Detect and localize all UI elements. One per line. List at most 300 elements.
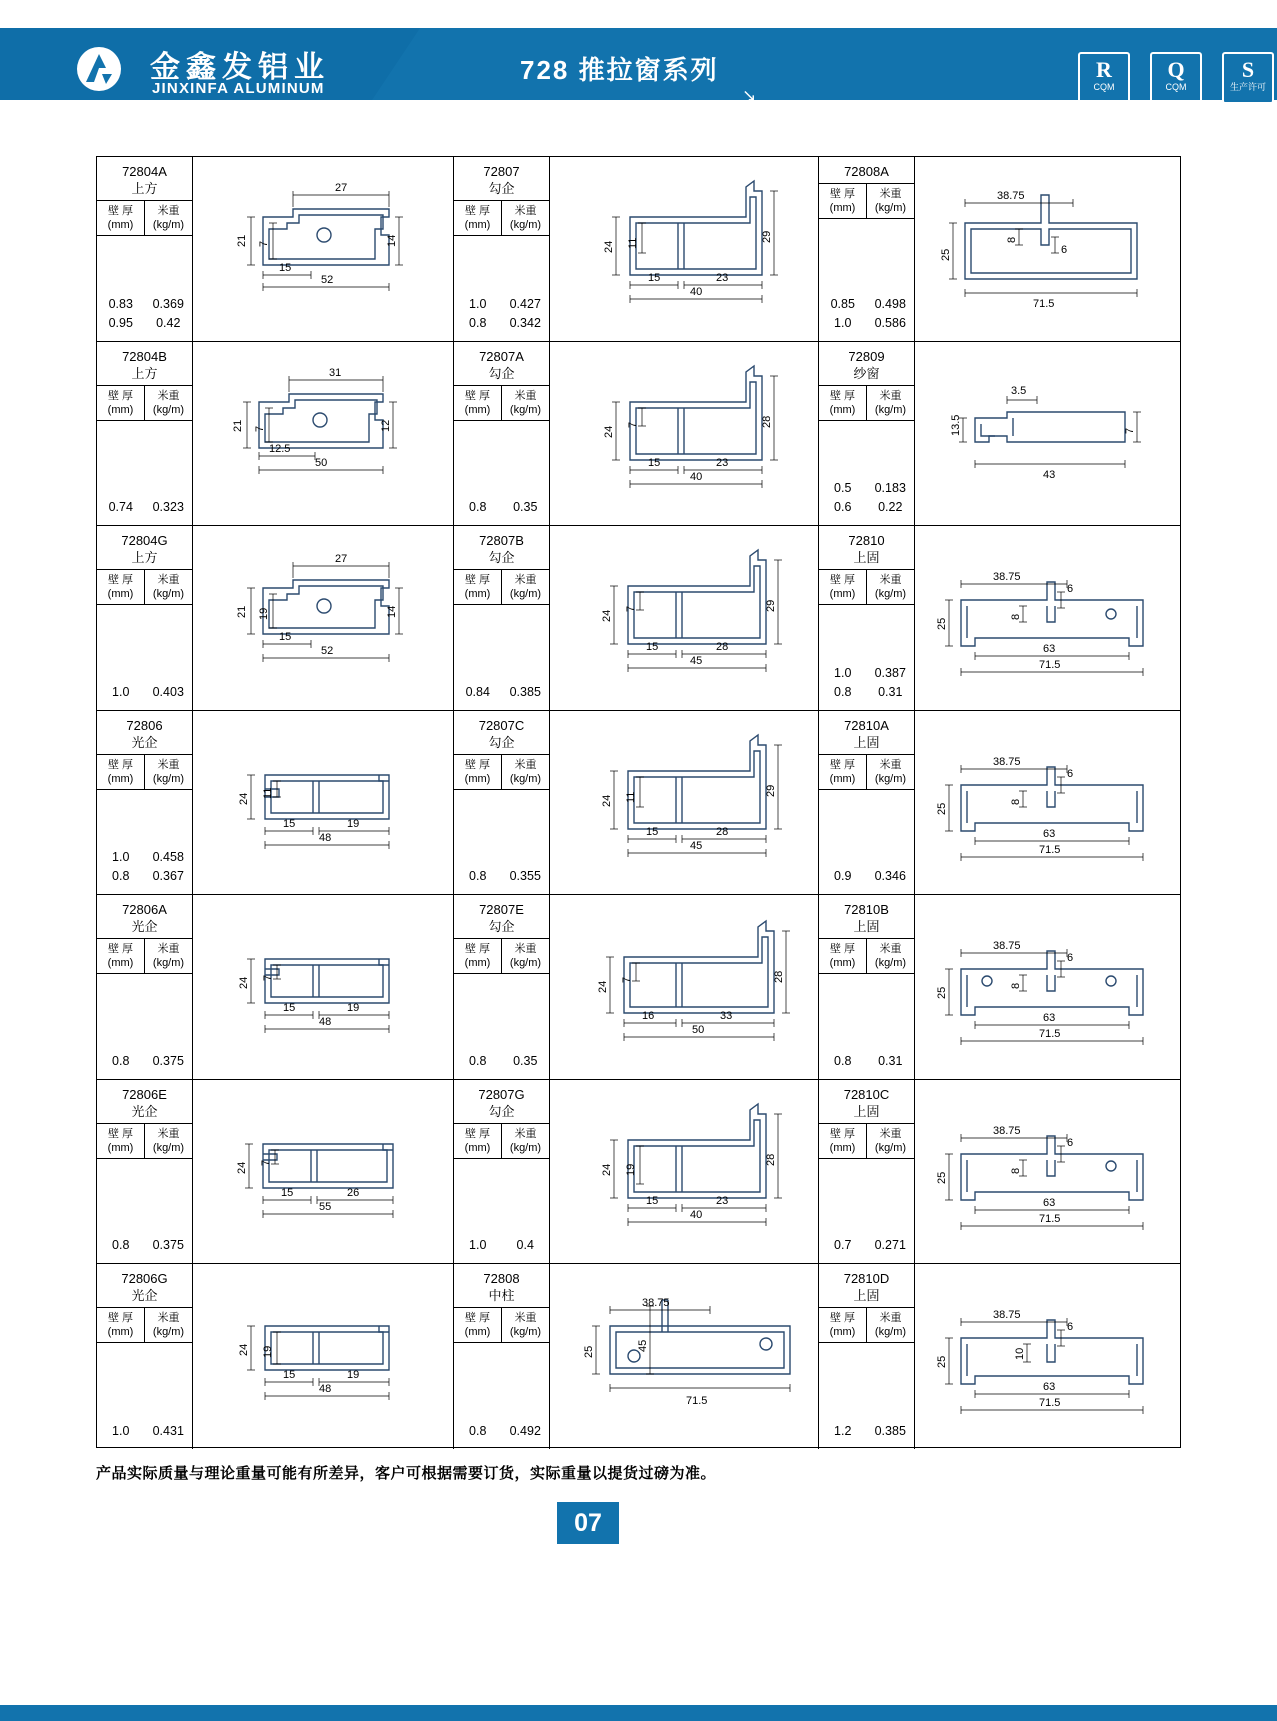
profile-cell bbox=[454, 342, 819, 526]
dim-inner2: 19 bbox=[347, 1369, 360, 1382]
dim-left: 24 bbox=[603, 240, 615, 253]
thickness-value: 0.7 bbox=[834, 1238, 852, 1253]
measure-header bbox=[97, 200, 192, 236]
profile-code: 72804A bbox=[122, 164, 167, 179]
dim-bottom: 52 bbox=[321, 645, 334, 658]
measure-header: 壁 厚 (mm) 米重 (kg/m) bbox=[454, 200, 549, 236]
profile-drawing bbox=[193, 342, 453, 526]
profile-cell bbox=[454, 711, 819, 895]
profile-info bbox=[97, 157, 193, 341]
dim-left2: 7 bbox=[625, 606, 637, 613]
measure-header: 壁 厚 (mm) 米重 (kg/m) bbox=[819, 754, 914, 790]
profile-cell bbox=[97, 157, 454, 341]
profile-code: 72809 bbox=[848, 348, 885, 364]
measure-values bbox=[454, 1159, 549, 1264]
company-name-en: JINXINFA ALUMINUM bbox=[152, 80, 325, 97]
thickness-value: 0.8 bbox=[469, 315, 487, 330]
measure-header: 壁 厚 (mm) 米重 (kg/m) bbox=[97, 569, 192, 605]
measure-values bbox=[819, 421, 914, 526]
profile-subname: 勾企 bbox=[488, 1103, 515, 1119]
profile-subname: 上固 bbox=[853, 1288, 880, 1304]
profile-cell bbox=[819, 711, 1180, 895]
profile-drawing bbox=[915, 1264, 1180, 1449]
cert-sub: CQM bbox=[1165, 82, 1187, 92]
profile-subname: 勾企 bbox=[488, 365, 515, 381]
weight-value: 0.385 bbox=[874, 1423, 906, 1438]
profile-code: 72806A bbox=[122, 902, 167, 918]
dim-left2: 7 bbox=[262, 975, 274, 982]
dim-top: 38.75 bbox=[642, 1297, 670, 1310]
dim-mid: 15 bbox=[279, 262, 292, 274]
measure-values bbox=[97, 236, 192, 341]
dim-inner1: 15 bbox=[283, 1369, 296, 1382]
dim-inner2: 19 bbox=[347, 1002, 360, 1015]
profile-code: 72810A bbox=[844, 717, 889, 733]
dim-in2: 6 bbox=[1067, 583, 1074, 596]
profile-cell bbox=[819, 1080, 1180, 1264]
dim-bottom: 48 bbox=[319, 1016, 332, 1029]
dim-bottom: 40 bbox=[690, 1208, 703, 1221]
measure-values bbox=[819, 790, 914, 895]
measure-header: 壁 厚 (mm) 米重 (kg/m) bbox=[819, 938, 914, 974]
dim-top: 38.75 bbox=[993, 1124, 1021, 1137]
production-license-mark-icon bbox=[1222, 52, 1274, 104]
dim-in2: 6 bbox=[1067, 1321, 1074, 1334]
thickness-value: 0.85 bbox=[830, 296, 855, 311]
weight-value: 0.375 bbox=[152, 1053, 184, 1068]
profile-subname: 上方 bbox=[131, 550, 158, 566]
weight-value: 0.458 bbox=[152, 850, 184, 865]
thickness-value: 0.8 bbox=[469, 1053, 487, 1068]
dim-in1: 10 bbox=[1014, 1348, 1026, 1361]
dim-right: 28 bbox=[761, 415, 773, 428]
measure-header: 壁 厚 (mm) 米重 (kg/m) bbox=[819, 385, 914, 421]
dim-inner2: 28 bbox=[716, 825, 729, 838]
profile-code: 72807C bbox=[478, 717, 525, 733]
thickness-value: 0.8 bbox=[834, 1053, 852, 1068]
page-header bbox=[0, 0, 1277, 128]
profile-info bbox=[819, 157, 915, 341]
profile-cell bbox=[819, 895, 1180, 1079]
dim-left: 24 bbox=[603, 425, 615, 438]
dim-top: 38.75 bbox=[993, 940, 1021, 953]
left-margin-strip bbox=[0, 128, 14, 1705]
profile-code: 72807G bbox=[478, 1086, 525, 1102]
table-row bbox=[97, 157, 1180, 342]
dim-left2: 11 bbox=[625, 791, 637, 803]
dim-left2: 11 bbox=[627, 237, 639, 249]
table-row bbox=[97, 1080, 1180, 1265]
profile-subname: 勾企 bbox=[488, 734, 515, 750]
profile-subname: 光企 bbox=[131, 1288, 158, 1304]
footer-note: 产品实际质量与理论重量可能有所差异，客户可根据需要订货，实际重量以提货过磅为准。 bbox=[96, 1465, 717, 1482]
dim-inner2: 19 bbox=[347, 817, 360, 830]
weight-value: 0.385 bbox=[509, 684, 541, 699]
dim-inner1: 15 bbox=[648, 456, 661, 469]
measure-header: 壁 厚 (mm) 米重 (kg/m) bbox=[819, 183, 914, 219]
dim-left: 24 bbox=[236, 1161, 248, 1174]
dim-in1: 8 bbox=[1010, 614, 1022, 621]
dim-bottom: 43 bbox=[1043, 468, 1056, 481]
dim-left2: 7 bbox=[254, 425, 266, 432]
dim-inner2: 23 bbox=[716, 1194, 729, 1207]
dim-top: 38.75 bbox=[993, 755, 1021, 768]
dim-left: 24 bbox=[238, 1344, 250, 1357]
measure-values bbox=[454, 790, 549, 895]
profile-code: 72804G bbox=[121, 533, 168, 549]
weight-value: 0.323 bbox=[152, 500, 184, 515]
weight-value: 0.271 bbox=[874, 1238, 906, 1253]
measure-values bbox=[819, 1159, 914, 1264]
thickness-value: 1.0 bbox=[834, 315, 852, 330]
dim-left: 25 bbox=[936, 987, 948, 1000]
profile-info bbox=[454, 895, 550, 1079]
profile-subname: 光企 bbox=[131, 1103, 158, 1119]
thickness-value: 0.8 bbox=[112, 869, 130, 884]
thickness-value: 0.8 bbox=[112, 1053, 130, 1068]
dim-right: 29 bbox=[761, 230, 773, 243]
table-row bbox=[97, 342, 1180, 527]
weight-value: 0.42 bbox=[156, 315, 181, 330]
dim-top: 27 bbox=[335, 553, 348, 566]
dim-in2: 6 bbox=[1067, 767, 1074, 780]
measure-header: 壁 厚 (mm) 米重 (kg/m) bbox=[454, 385, 549, 421]
thickness-value: 1.0 bbox=[469, 1238, 487, 1253]
dim-left: 24 bbox=[601, 1163, 613, 1176]
weight-value: 0.498 bbox=[874, 296, 906, 311]
thickness-unit: (mm) bbox=[107, 219, 134, 231]
weight-value: 0.367 bbox=[152, 869, 184, 884]
profile-cell bbox=[97, 1264, 454, 1449]
measure-header: 壁 厚 (mm) 米重 (kg/m) bbox=[454, 569, 549, 605]
dim-top: 31 bbox=[329, 366, 342, 379]
dim-bottom: 71.5 bbox=[1039, 1028, 1061, 1041]
measure-header: 壁 厚 (mm) 米重 (kg/m) bbox=[97, 938, 192, 974]
profile-code: 72808A bbox=[844, 164, 889, 179]
thickness-value: 0.5 bbox=[834, 481, 852, 496]
profile-cell bbox=[819, 526, 1180, 710]
profile-code: 72810B bbox=[844, 902, 889, 918]
dim-inner2: 23 bbox=[716, 272, 729, 284]
dim-in1: 8 bbox=[1010, 798, 1022, 805]
measure-values bbox=[97, 421, 192, 526]
dim-left: 25 bbox=[940, 248, 952, 261]
dim-bottom: 40 bbox=[690, 470, 703, 483]
profile-code: 72806G bbox=[121, 1271, 168, 1287]
dim-left2: 19 bbox=[625, 1163, 637, 1176]
weight-value: 0.403 bbox=[152, 684, 184, 699]
dim-mid: 45 bbox=[637, 1340, 649, 1353]
dim-left: 24 bbox=[238, 792, 250, 805]
series-title: 728 推拉窗系列 bbox=[520, 55, 719, 85]
measure-header: 壁 厚 (mm) 米重 (kg/m) bbox=[454, 938, 549, 974]
dim-left2: 11 bbox=[262, 787, 274, 799]
weight-unit: (kg/m) bbox=[152, 219, 185, 231]
profile-info bbox=[97, 1264, 193, 1449]
dim-mid: 63 bbox=[1043, 827, 1056, 840]
dim-inner2: 26 bbox=[347, 1186, 360, 1199]
profile-info bbox=[97, 342, 193, 526]
dim-left: 25 bbox=[936, 1356, 948, 1369]
profile-cell bbox=[97, 711, 454, 895]
dim-bottom: 71.5 bbox=[1039, 1397, 1061, 1410]
profile-drawing bbox=[193, 1080, 453, 1264]
weight-value: 0.35 bbox=[513, 500, 538, 515]
thickness-value: 1.0 bbox=[112, 1423, 130, 1438]
measure-values bbox=[454, 974, 549, 1079]
weight-value: 0.4 bbox=[516, 1238, 534, 1253]
weight-value: 0.492 bbox=[509, 1423, 541, 1438]
dim-left: 21 bbox=[236, 605, 248, 619]
profile-code: 72810 bbox=[848, 533, 885, 549]
profile-code: 72807E bbox=[479, 902, 524, 918]
profile-cell bbox=[97, 342, 454, 526]
profile-code: 72804B bbox=[122, 348, 167, 364]
company-logo-icon bbox=[66, 46, 132, 92]
measure-header: 壁 厚 (mm) 米重 (kg/m) bbox=[454, 754, 549, 790]
dim-right: 14 bbox=[386, 605, 398, 619]
company-name-cn: 金鑫发铝业 bbox=[150, 51, 330, 84]
profile-info bbox=[454, 157, 550, 341]
measure-values bbox=[97, 790, 192, 895]
dim-bottom: 45 bbox=[690, 839, 703, 852]
dim-mid: 15 bbox=[279, 631, 292, 644]
dim-left2: 7 bbox=[621, 977, 633, 984]
dim-bottom: 50 bbox=[315, 456, 328, 469]
profile-drawing bbox=[915, 895, 1180, 1079]
measure-values bbox=[819, 1343, 914, 1449]
cert-symbol: R bbox=[1096, 57, 1112, 82]
measure-values bbox=[819, 974, 914, 1079]
dim-bottom: 52 bbox=[321, 274, 334, 286]
dim-left: 25 bbox=[583, 1346, 595, 1359]
thickness-value: 1.2 bbox=[834, 1423, 852, 1438]
profile-code: 72807 bbox=[483, 164, 520, 179]
profile-subname: 上方 bbox=[131, 365, 158, 381]
profile-cell bbox=[819, 1264, 1180, 1449]
profile-drawing bbox=[193, 895, 453, 1079]
measure-header: 壁 厚 (mm) 米重 (kg/m) bbox=[97, 754, 192, 790]
dim-right: 28 bbox=[765, 1153, 777, 1166]
dim-left2: 7 bbox=[627, 421, 639, 428]
profile-drawing bbox=[193, 1264, 453, 1449]
thickness-value: 0.83 bbox=[108, 296, 133, 311]
thickness-value: 1.0 bbox=[834, 665, 852, 680]
thickness-value: 1.0 bbox=[112, 684, 130, 699]
dim-inner1: 16 bbox=[642, 1010, 655, 1023]
profile-cell bbox=[819, 157, 1180, 341]
dim-inner1: 15 bbox=[646, 641, 659, 654]
table-row bbox=[97, 526, 1180, 711]
profile-info bbox=[97, 711, 193, 895]
profile-info bbox=[97, 1080, 193, 1264]
weight-value: 0.355 bbox=[509, 869, 541, 884]
profile-cell bbox=[454, 895, 819, 1079]
profile-info bbox=[819, 342, 915, 526]
dim-in2: 6 bbox=[1067, 1136, 1074, 1149]
dim-inner1: 15 bbox=[646, 825, 659, 838]
cert-symbol: S bbox=[1241, 57, 1255, 82]
thickness-value: 0.8 bbox=[469, 869, 487, 884]
measure-header: 壁 厚 (mm) 米重 (kg/m) bbox=[97, 1307, 192, 1343]
thickness-value: 0.8 bbox=[469, 500, 487, 515]
thickness-value: 0.6 bbox=[834, 500, 852, 515]
profile-code: 72810C bbox=[843, 1086, 890, 1102]
dim-left2: 19 bbox=[258, 607, 270, 621]
measure-header: 壁 厚 (mm) 米重 (kg/m) bbox=[819, 1307, 914, 1343]
profile-drawing bbox=[550, 157, 818, 341]
dim-mid: 63 bbox=[1043, 1381, 1056, 1394]
profile-cell bbox=[454, 1264, 819, 1449]
profile-drawing bbox=[915, 1080, 1180, 1264]
profile-cell bbox=[819, 342, 1180, 526]
profile-subname: 上固 bbox=[853, 550, 880, 566]
profile-info bbox=[819, 895, 915, 1079]
dim-inner1: 15 bbox=[648, 272, 661, 284]
cqm-q-mark-icon bbox=[1150, 52, 1202, 104]
measure-header: 壁 厚 (mm) 米重 (kg/m) bbox=[454, 1307, 549, 1343]
footer-bar bbox=[0, 1705, 1277, 1721]
dim-left: 25 bbox=[936, 617, 948, 631]
profile-drawing bbox=[915, 526, 1180, 710]
dim-mid: 63 bbox=[1043, 1196, 1056, 1209]
profile-subname: 纱窗 bbox=[853, 365, 880, 381]
profile-drawing bbox=[193, 526, 453, 710]
weight-value: 0.346 bbox=[874, 869, 906, 884]
dim-left: 21 bbox=[236, 234, 248, 247]
measure-values bbox=[454, 421, 549, 526]
profile-drawing bbox=[915, 342, 1180, 526]
dim-in1: 8 bbox=[1010, 983, 1022, 990]
dim-top: 38.75 bbox=[993, 571, 1021, 584]
profile-info bbox=[454, 711, 550, 895]
profile-subname: 上固 bbox=[853, 919, 880, 935]
profile-drawing bbox=[550, 526, 818, 710]
dim-bottom: 45 bbox=[690, 655, 703, 668]
profile-drawing bbox=[193, 711, 453, 895]
profile-subname: 上方 bbox=[131, 181, 158, 196]
dim-left2: 7 bbox=[258, 240, 270, 247]
dim-inner2: 23 bbox=[716, 456, 729, 469]
thickness-value: 0.8 bbox=[834, 684, 852, 699]
weight-value: 0.35 bbox=[513, 1053, 538, 1068]
profile-code: 72807B bbox=[479, 533, 524, 549]
measure-header: 壁 厚 (mm) 米重 (kg/m) bbox=[97, 385, 192, 421]
profile-code: 72808 bbox=[483, 1271, 520, 1287]
dim-inner2: 28 bbox=[716, 641, 729, 654]
profile-drawing bbox=[550, 1264, 818, 1449]
weight-value: 0.375 bbox=[152, 1238, 184, 1253]
page-number: 07 bbox=[557, 1502, 619, 1544]
dim-left: 24 bbox=[597, 981, 609, 994]
measure-values bbox=[97, 1343, 192, 1449]
measure-header: 壁 厚 (mm) 米重 (kg/m) bbox=[97, 1123, 192, 1159]
profile-info bbox=[819, 1264, 915, 1449]
measure-values bbox=[454, 1343, 549, 1449]
table-row bbox=[97, 711, 1180, 896]
profile-info bbox=[454, 342, 550, 526]
profile-drawing bbox=[193, 157, 453, 341]
dim-mid: 12.5 bbox=[269, 442, 291, 455]
dim-right: 28 bbox=[773, 971, 785, 984]
thickness-value: 0.74 bbox=[108, 500, 133, 515]
profile-drawing bbox=[915, 157, 1180, 341]
dim-inner1: 15 bbox=[646, 1194, 659, 1207]
dim-inner1: 15 bbox=[283, 817, 296, 830]
dim-top: 3.5 bbox=[1011, 384, 1027, 397]
measure-values bbox=[97, 974, 192, 1079]
dim-left: 13.5 bbox=[950, 414, 962, 436]
dim-mid: 63 bbox=[1043, 1012, 1056, 1025]
profile-info bbox=[819, 1080, 915, 1264]
profile-subname: 中柱 bbox=[488, 1288, 515, 1304]
table-row bbox=[97, 895, 1180, 1080]
thickness-value: 0.8 bbox=[112, 1238, 130, 1253]
dim-left: 25 bbox=[936, 802, 948, 815]
dim-bottom: 71.5 bbox=[1033, 298, 1055, 310]
dim-top: 27 bbox=[335, 182, 348, 194]
profile-drawing bbox=[915, 711, 1180, 895]
dim-right: 29 bbox=[765, 599, 777, 613]
arrow-icon: ↘ bbox=[742, 86, 757, 105]
dim-bottom: 48 bbox=[319, 831, 332, 844]
profile-cell bbox=[97, 1080, 454, 1264]
weight-label: 米重 bbox=[157, 205, 180, 217]
dim-left: 25 bbox=[936, 1171, 948, 1184]
dim-left: 24 bbox=[601, 609, 613, 623]
profile-drawing bbox=[550, 711, 818, 895]
profile-code: 72806 bbox=[126, 717, 163, 733]
profile-subname: 上固 bbox=[853, 1103, 880, 1119]
dim-bottom: 40 bbox=[690, 286, 703, 298]
profile-cell bbox=[97, 526, 454, 710]
dim-in2: 6 bbox=[1061, 244, 1068, 256]
thickness-value: 0.84 bbox=[465, 684, 490, 699]
dim-left: 21 bbox=[232, 419, 244, 432]
profile-cell bbox=[97, 895, 454, 1079]
profile-subname: 光企 bbox=[131, 919, 158, 935]
weight-value: 0.31 bbox=[878, 1053, 903, 1068]
weight-value: 0.342 bbox=[509, 315, 541, 330]
dim-right: 14 bbox=[386, 234, 398, 247]
weight-value: 0.31 bbox=[878, 684, 903, 699]
dim-bottom: 50 bbox=[692, 1024, 705, 1037]
profile-info bbox=[97, 526, 193, 710]
dim-bottom: 71.5 bbox=[686, 1395, 708, 1408]
dim-inner1: 15 bbox=[283, 1002, 296, 1015]
profile-info bbox=[454, 1264, 550, 1449]
weight-value: 0.431 bbox=[152, 1423, 184, 1438]
thickness-value: 0.8 bbox=[469, 1423, 487, 1438]
cert-symbol: Q bbox=[1167, 57, 1185, 82]
weight-value: 0.427 bbox=[509, 296, 541, 311]
dim-bottom: 55 bbox=[319, 1200, 332, 1213]
dim-bottom: 71.5 bbox=[1039, 659, 1061, 672]
dim-bottom: 71.5 bbox=[1039, 1212, 1061, 1225]
weight-value: 0.369 bbox=[152, 296, 184, 311]
cert-sub: CQM bbox=[1093, 82, 1115, 92]
profile-drawing bbox=[550, 1080, 818, 1264]
weight-value: 0.387 bbox=[874, 665, 906, 680]
weight-value: 0.586 bbox=[874, 315, 906, 330]
dim-left: 24 bbox=[601, 794, 613, 807]
dim-left2: 7 bbox=[260, 1159, 272, 1166]
profile-info bbox=[819, 526, 915, 710]
weight-value: 0.183 bbox=[874, 481, 906, 496]
cqm-r-mark-icon bbox=[1078, 52, 1130, 104]
dim-in1: 8 bbox=[1010, 1167, 1022, 1174]
profile-info bbox=[454, 526, 550, 710]
